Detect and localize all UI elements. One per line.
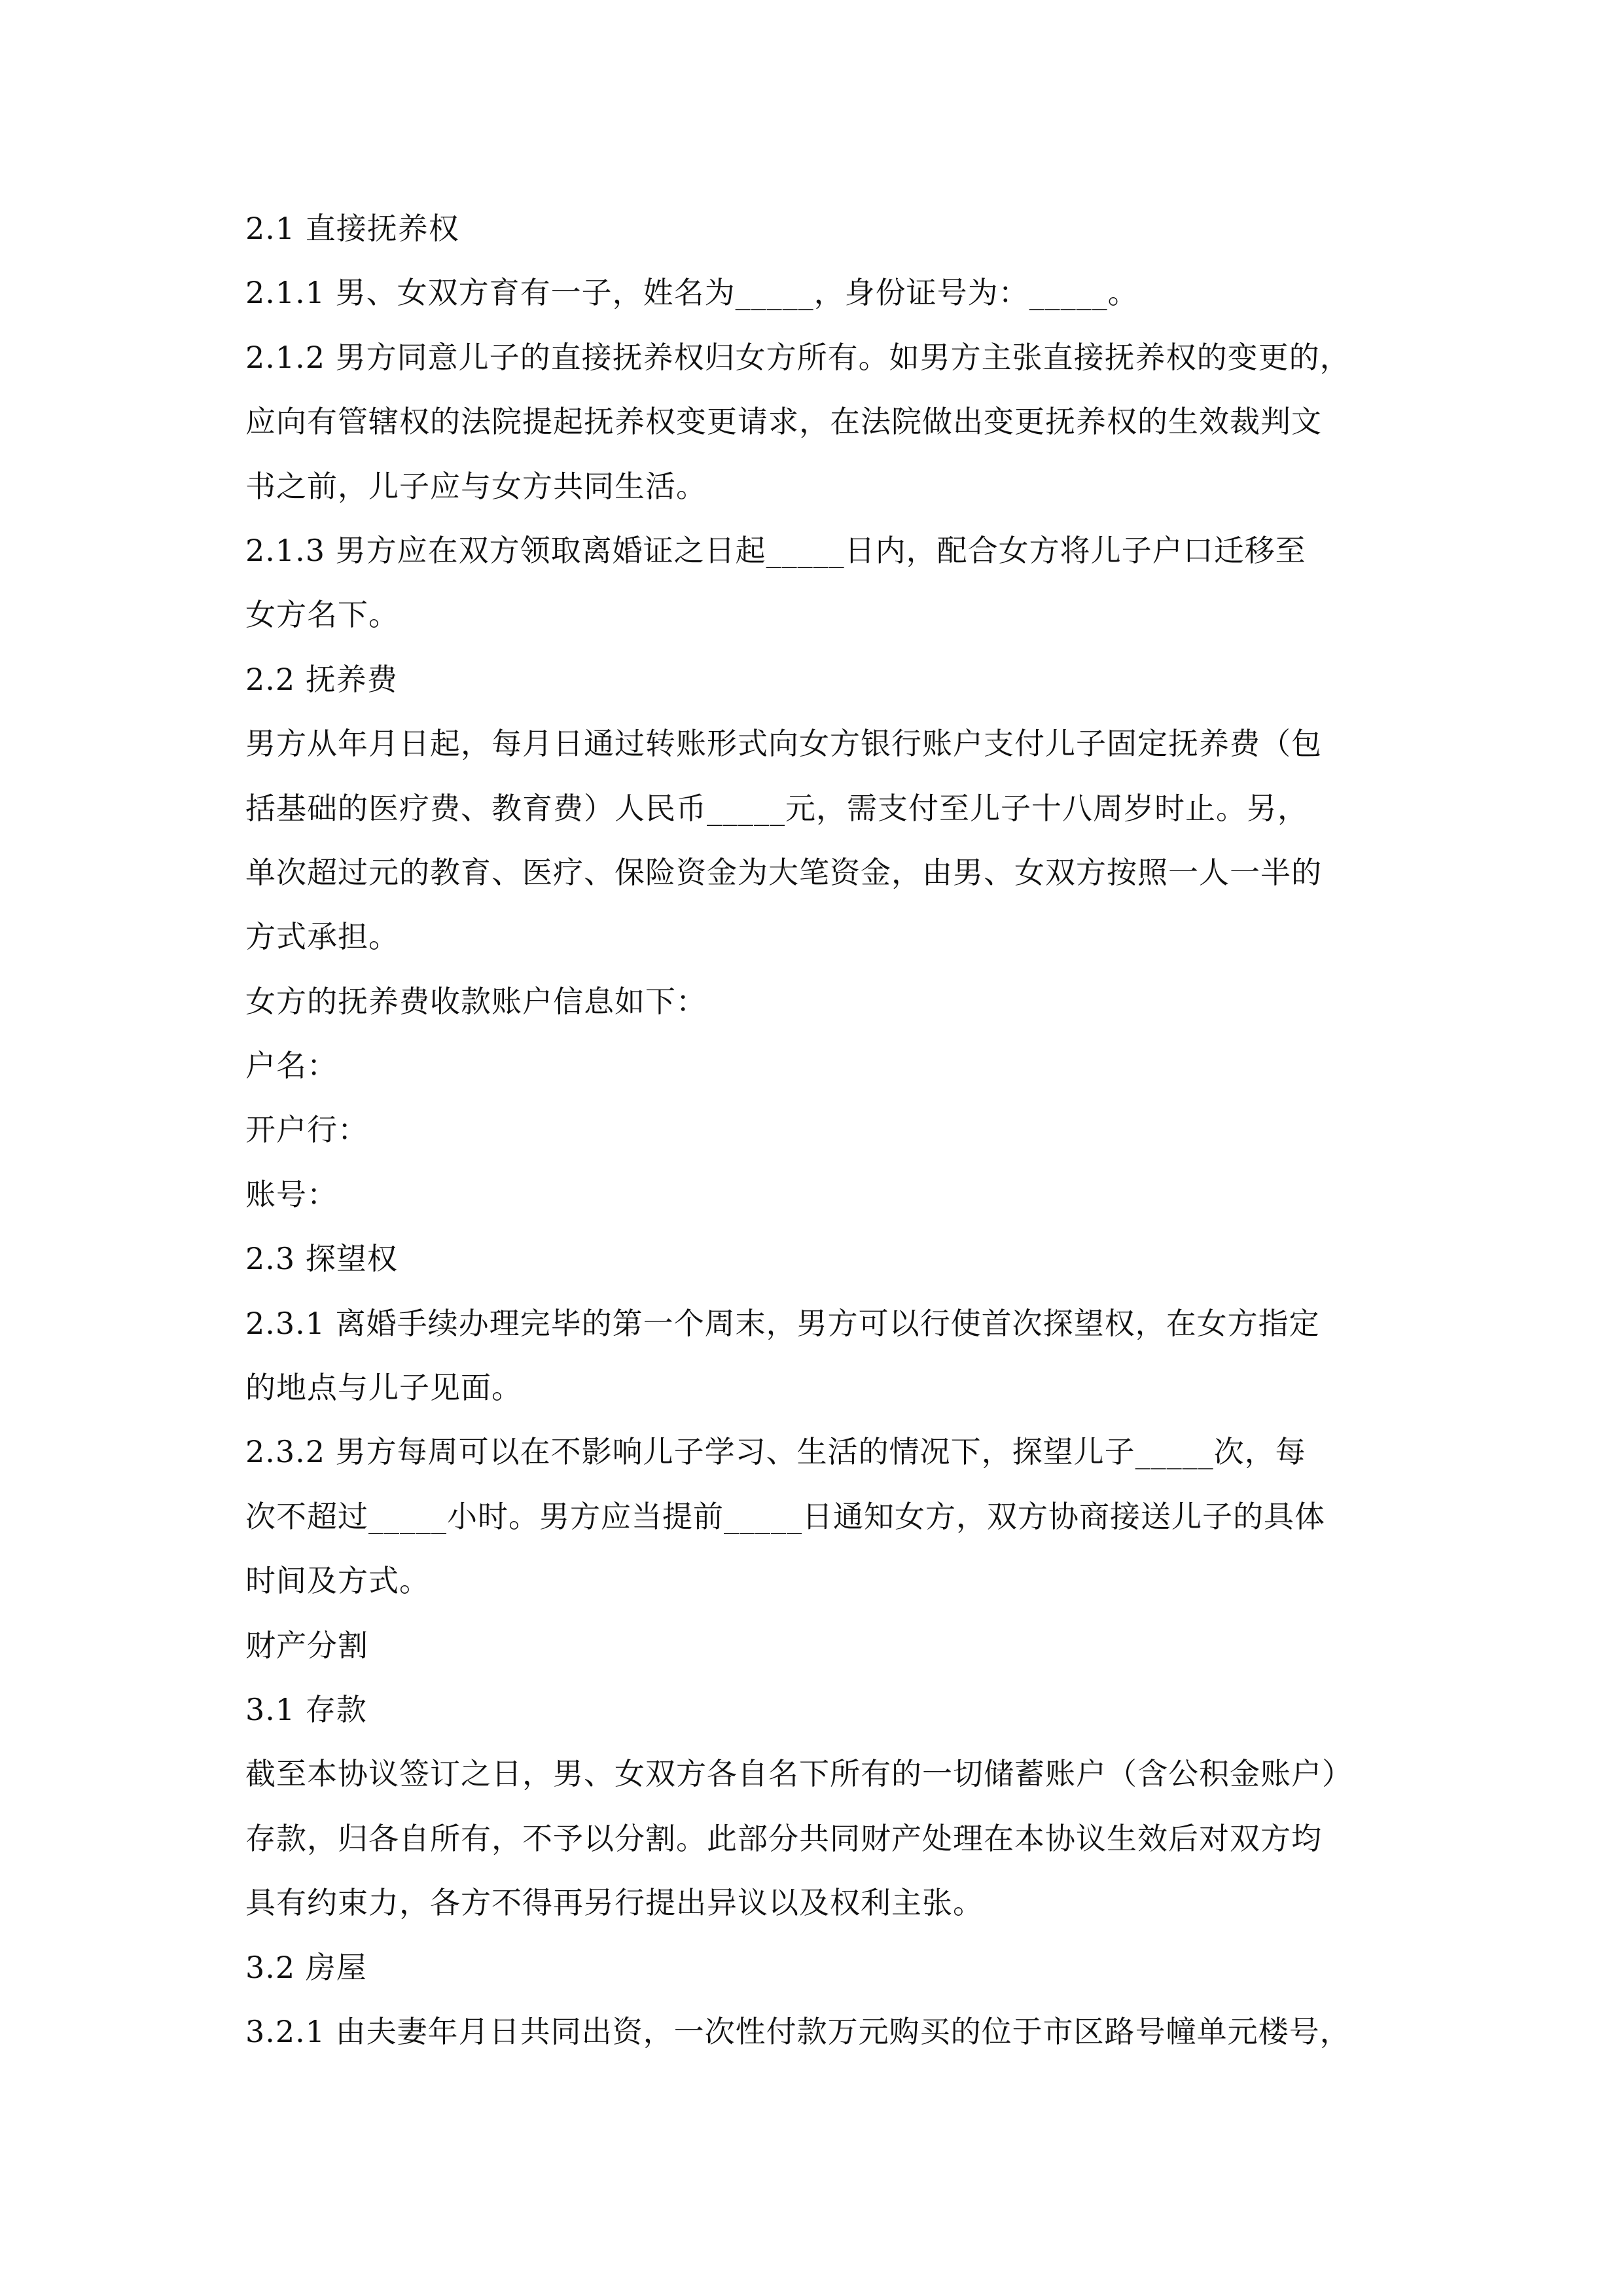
text-line: 2.3.2 男方每周可以在不影响儿子学习、生活的情况下，探望儿子_____次，每 (245, 1434, 1306, 1470)
text-line: 2.1.1 男、女双方育有一子，姓名为_____，身份证号为：_____。 (245, 275, 1139, 311)
section-heading-property: 财产分割 (245, 1627, 368, 1663)
text-line: 次不超过_____小时。男方应当提前_____日通知女方，双方协商接送儿子的具体 (245, 1498, 1325, 1534)
text-line: 存款，归各自所有，不予以分割。此部分共同财产处理在本协议生效后对双方均 (245, 1820, 1322, 1856)
text-line: 女方的抚养费收款账户信息如下： (245, 983, 707, 1019)
section-heading-2-2: 2.2 抚养费 (245, 661, 398, 697)
text-line: 括基础的医疗费、教育费）人民币_____元，需支付至儿子十八周岁时止。另， (245, 790, 1308, 826)
text-line: 3.2.1 由夫妻年月日共同出资，一次性付款万元购买的位于市区路号幢单元楼号， (245, 2013, 1351, 2049)
section-heading-3-2: 3.2 房屋 (245, 1949, 367, 1985)
section-heading-3-1: 3.1 存款 (245, 1691, 367, 1727)
text-line: 应向有管辖权的法院提起抚养权变更请求，在法院做出变更抚养权的生效裁判文 (245, 404, 1322, 440)
account-name-label: 户名： (245, 1048, 338, 1084)
text-line: 书之前，儿子应与女方共同生活。 (245, 468, 707, 504)
text-line: 2.1.3 男方应在双方领取离婚证之日起_____日内，配合女方将儿子户口迁移至 (245, 532, 1306, 568)
text-line: 单次超过元的教育、医疗、保险资金为大笔资金，由男、女双方按照一人一半的 (245, 854, 1322, 890)
document-body (245, 196, 1384, 2064)
text-line: 截至本协议签订之日，男、女双方各自名下所有的一切储蓄账户（含公积金账户） (245, 1756, 1353, 1792)
text-line: 2.1.2 男方同意儿子的直接抚养权归女方所有。如男方主张直接抚养权的变更的， (245, 339, 1351, 375)
text-line: 女方名下。 (245, 597, 399, 633)
text-line: 的地点与儿子见面。 (245, 1370, 522, 1406)
bank-label: 开户行： (245, 1112, 368, 1148)
section-heading-2-3: 2.3 探望权 (245, 1241, 398, 1277)
section-heading-2-1: 2.1 直接抚养权 (245, 211, 459, 246)
text-line: 2.3.1 离婚手续办理完毕的第一个周末，男方可以行使首次探望权，在女方指定 (245, 1305, 1320, 1341)
text-line: 时间及方式。 (245, 1563, 430, 1599)
text-line: 男方从年月日起，每月日通过转账形式向女方银行账户支付儿子固定抚养费（包 (245, 726, 1322, 762)
account-number-label: 账号： (245, 1176, 338, 1212)
text-line: 方式承担。 (245, 919, 399, 955)
text-line: 具有约束力，各方不得再另行提出异议以及权利主张。 (245, 1885, 984, 1921)
